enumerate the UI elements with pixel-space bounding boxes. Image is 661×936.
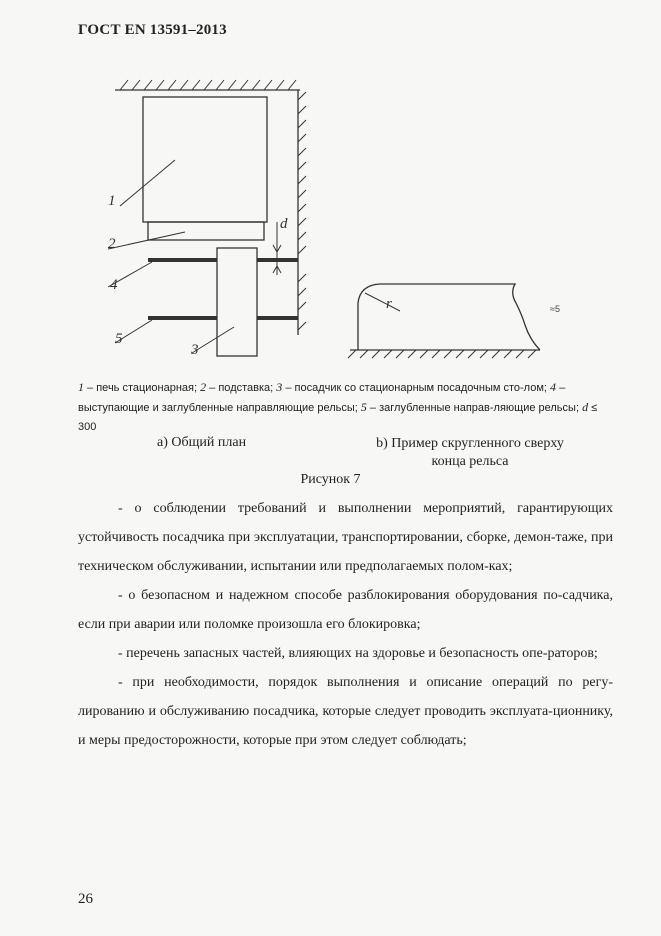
label-scale: ≈5: [550, 304, 560, 314]
body-text: [78, 494, 613, 755]
figure-title: Рисунок 7: [300, 472, 361, 487]
ceiling-hatch: [120, 80, 296, 90]
document-header: ГОСТ EN 13591–2013: [78, 22, 227, 38]
subcaption-b: b) Пример скругленного сверху конца рельса: [376, 436, 564, 469]
subcaption-a: а) Общий план: [157, 435, 247, 450]
label-r: r: [386, 296, 392, 312]
kiln-support: [148, 222, 264, 240]
paragraph: - перечень запасных частей, влияющих на здоровье и безопасность опе-раторов;: [118, 646, 598, 661]
label-2: 2: [108, 236, 116, 252]
figure-caption: 1 – печь стационарная; 2 – подставка; 3 – посадчик со стационарным посадочным сто-лом; 4 – выступающие и заглубленные направляющие рельсы; 5 – заглубленные направ-ляющие рельсы; d ≤ 300: [78, 380, 598, 433]
label-5: 5: [115, 331, 123, 347]
figure-7-drawing: [0, 60, 661, 370]
detail-radius-leader: [365, 293, 400, 311]
label-1: 1: [108, 193, 116, 209]
setter-body: [217, 248, 257, 356]
page-number: 26: [78, 891, 93, 907]
label-4: 4: [110, 277, 118, 293]
detail-rail-profile: [358, 284, 540, 350]
label-3: 3: [191, 342, 199, 358]
detail-base-hatch: [348, 350, 536, 358]
paragraph: - о соблюдении требований и выполнении мероприятий, гарантирующих устойчивость посадчика при эксплуатации, транспортировании, сборке, демон-таже, при техническом обслуживании, испытании или предполагаемых полом-ках;: [78, 501, 613, 574]
kiln-body: [143, 97, 267, 222]
wall-hatch: [298, 92, 306, 330]
leader-1: [120, 160, 175, 206]
paragraph: - о безопасном и надежном способе разблокирования оборудования по-садчика, если при аварии или поломке произошла его блокировка;: [78, 588, 613, 632]
paragraph: - при необходимости, порядок выполнения и описание операций по регу-лированию и обслуживанию посадчика, которые следует проводить эксплуата-ционнику, и меры предосторожности, которые при этом следует соблюдать;: [78, 675, 613, 748]
label-d: d: [280, 216, 288, 232]
